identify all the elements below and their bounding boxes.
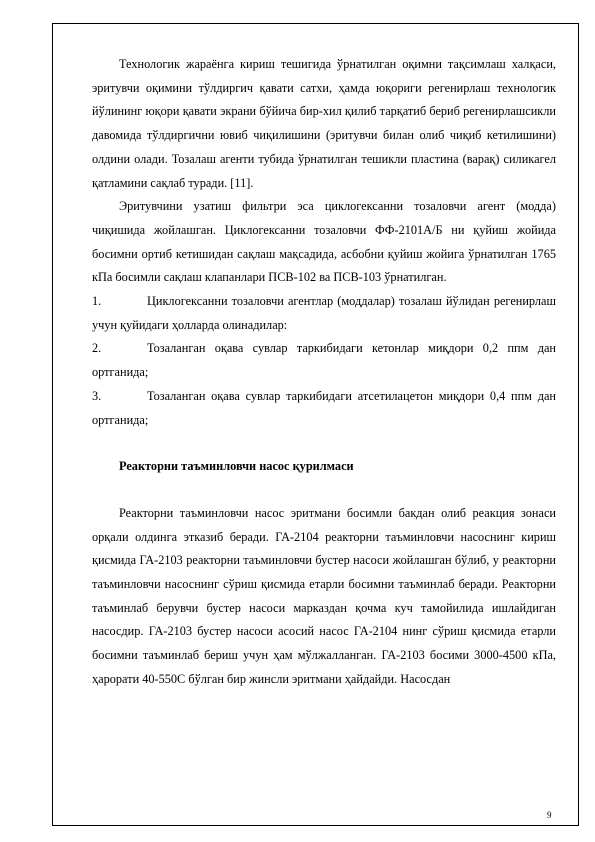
list-text: Тозаланган оқава сувлар таркибидаги атсетилацетон миқдори 0,4 ппм дан ортганида; bbox=[92, 388, 556, 427]
list-number: 1. bbox=[92, 294, 102, 309]
list-item-1 bbox=[92, 290, 556, 337]
list-text: Циклогексанни тозаловчи агентлар (моддалар) тозалаш йўлидан регенирлаш учун қуйидаги ҳолларда олинадилар: bbox=[92, 294, 556, 332]
list-text: Тозаланган оқава сувлар таркибидаги кетонлар миқдори 0,2 ппм дан ортганида; bbox=[92, 341, 556, 380]
list-item-2 bbox=[92, 337, 556, 384]
page-content bbox=[92, 53, 556, 692]
page-number: 9 bbox=[547, 810, 552, 820]
paragraph-solvent-filter: Эритувчини узатиш фильтри эса циклогексанни тозаловчи агент (модда) чиқишида жойлашган. Циклогексанни тозаловчи ФФ-2101А/Б ни қуйиш жойида босимни ортиб кетишидан сақлаш мақсадида, асбобни қуйиш жойига ўрнатилган 1765 кПа босимли сақлаш клапанлари ПСВ-102 ва ПСВ-103 ўрнатилган. bbox=[92, 199, 556, 285]
spacer bbox=[92, 432, 556, 455]
paragraph-feed-pump: Реакторни таъминловчи насос эритмани босимли бакдан олиб реакция зонаси орқали олдинга этказиб беради. ГА-2104 реакторни таъминловчи насоснинг кириш қисмида ГА-2103 реакторни таъминловчи бустер насоси жойлашган бўлиб, у реакторни таъминловчи насоснинг сўриш қисмида етарли босимни таъминлаб беради. Реакторни таъминлаб берувчи бустер насоси марказдан қочма куч тамойилида ишлайдиган насосдир. ГА-2103 бустер насоси асосий насос ГА-2104 нинг сўриш қисмида етарли босимни таъминлаб бериш учун ҳам мўлжалланган. ГА-2103 босими 3000-4500 кПа, ҳарорати 40-550С бўлган бир жинсли эритмани ҳайдайди. Насосдан bbox=[92, 505, 556, 686]
section-heading: Реакторни таъминловчи насос қурилмаси bbox=[119, 459, 354, 474]
list-number: 3. bbox=[92, 388, 102, 403]
spacer bbox=[92, 479, 556, 502]
list-number: 2. bbox=[92, 341, 102, 356]
paragraph-filler-distribution: Технологик жараёнга кириш тешигида ўрнатилган оқимни тақсимлаш халқаси, эритувчи оқимини тўлдиргич қавати сатхи, ҳамда юқориги регенирлаш технологик йўлининг юқори қавати экрани бўйича бир-хил қилиб тарқатиб бериб регенирлашсикли давомида тўлдиргични ювиб чиқилишини (эритувчи билан олиб чиқиб кетилишини) олдини олади. Тозалаш агенти тубида ўрнатилган тешикли пластина (варақ) силикагел қатламини сақлаб туради. [11]. bbox=[92, 57, 556, 190]
list-item-3 bbox=[92, 385, 556, 432]
